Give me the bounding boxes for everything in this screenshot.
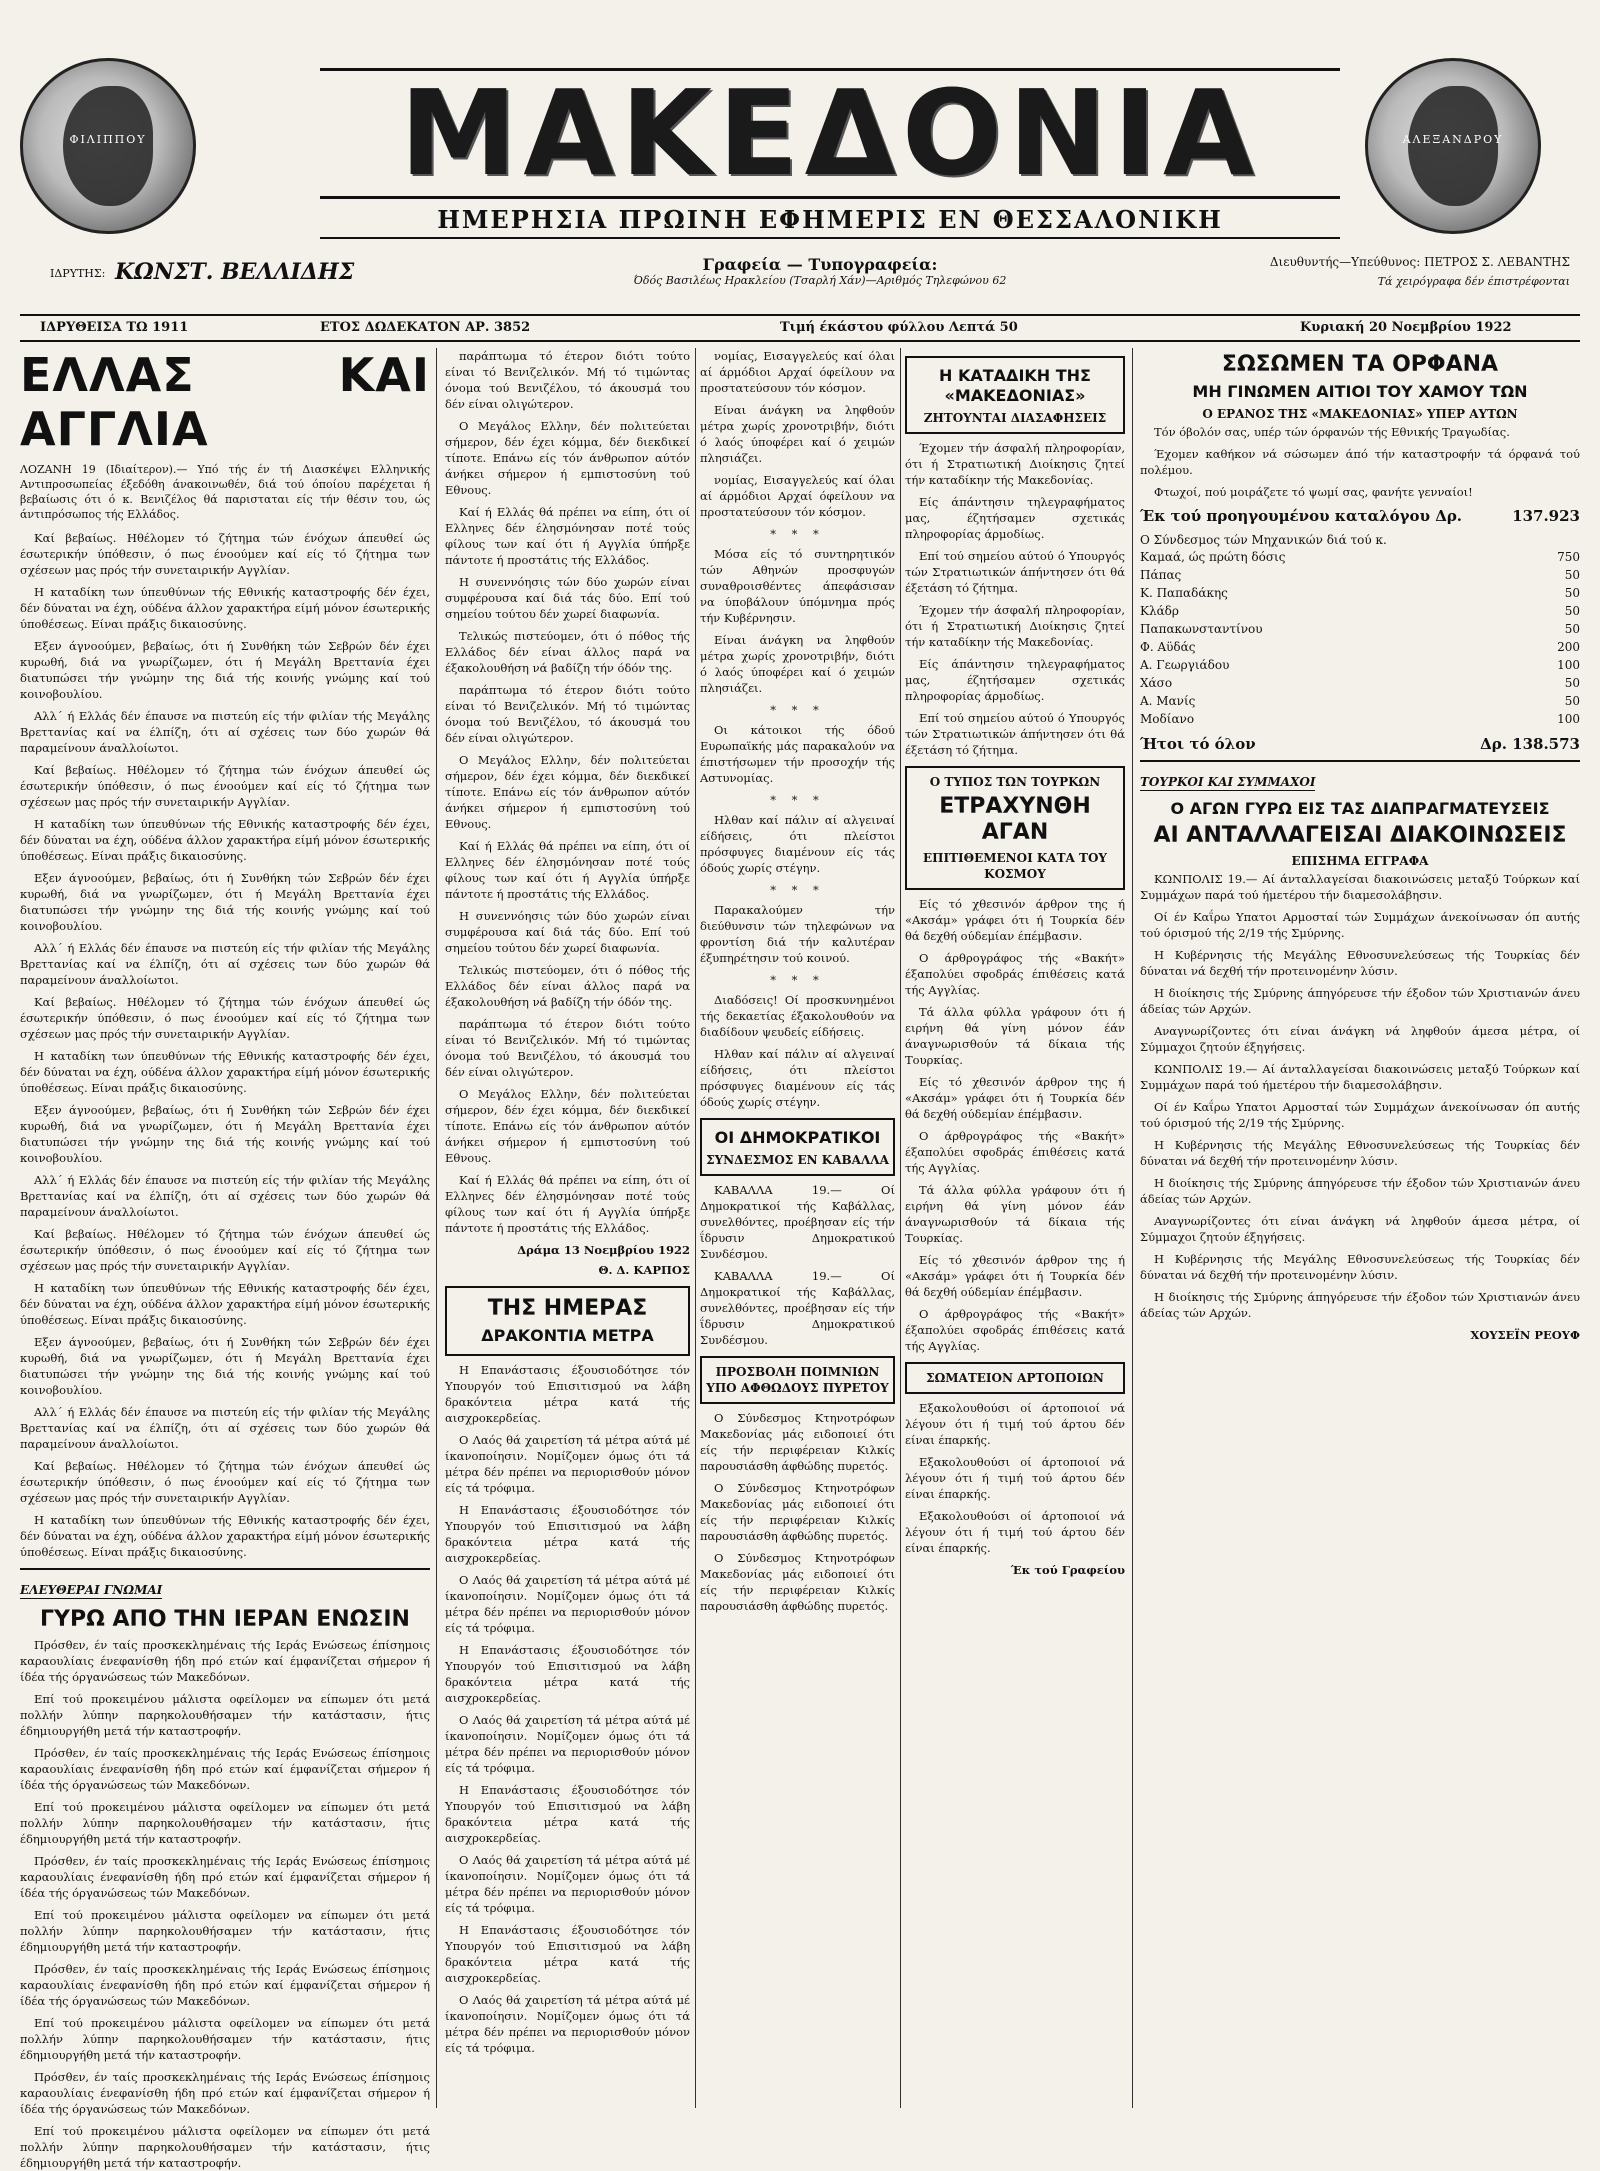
offices-address: Όδός Βασιλέως Ηρακλείου (Τσαρλή Χάν)—Αριθμός Τηλεφώνου 62 (633, 274, 1007, 287)
article-paragraph: Πρόσθεν, έν ταίς προσκεκλημέναις τής Ιεράς Ενώσεως έπίσημοις καραουλίαις ένεφανίσθη ήδη πρό ετών καί έμφανίζεται σήμερον ή ίδέα τής όργανώσεως τών Μακεδόνων. (20, 1962, 430, 2008)
donor-row (1140, 638, 1580, 656)
article-paragraph: Ο Λαός θά χαιρετίση τά μέτρα αύτά μέ ίκανοποίησιν. Νομίζομεν όμως ότι τά μέτρα δέν πρέπει να περιορισθούν μόνον είς τά τρόφιμα. (445, 1573, 690, 1635)
article-paragraph: παράπτωμα τό έτερον διότι τούτο είναι τό Βενιζελικόν. Μή τό τιμώντας όνομα τού Βενιζέλου, τό άκουσμά του δέν είναι ολιγώτερον. (445, 683, 690, 745)
article-paragraph: Καί βεβαίως. Ηθέλομεν τό ζήτημα τών ένόχων άπευθεί ώς έσωτερικήν ύπόθεσιν, ό πως ένοούμεν καί είς τό ζήτημα των σχέσεων μας πρός τήν συνεταιρικήν Αγγλίαν. (20, 995, 430, 1041)
article-lead: ΛΟΖΑΝΗ 19 (Ιδιαίτερον).— Υπό τής έν τή Διασκέψει Ελληνικής Αντιπροσωπείας έξεδόθη άνακοινωθέν, διά τού όποίου παρέχεται ή βεβαίωσις ότι ό κ. Βενιζέλος θά παρισταται είς τήν θέσιν του, ώς άντιπρόσωπος τής Ελλάδος. (20, 463, 430, 521)
donor-name: Καμαά, ώς πρώτη δόσις (1140, 550, 1286, 564)
article-paragraph: Καί ή Ελλάς θά πρέπει να είπη, ότι οί Ελληνες δέν έλησμόνησαν ποτέ τούς φίλους των καί ότι ή Αγγλία ύπήρξε πάντοτε ή προστάτις τής Ελλάδος. (445, 505, 690, 567)
donation-total (1140, 736, 1580, 752)
donor-name: Χάσο (1140, 676, 1173, 690)
article-paragraph: Ο Σύνδεσμος Κτηνοτρόφων Μακεδονίας μάς ειδοποιεί ότι είς τήν περιφέρειαν Κιλκίς παρουσιάσθη άφθώδης πυρετός. (700, 1481, 895, 1543)
article-paragraph: Ο Σύνδεσμος Κτηνοτρόφων Μακεδονίας μάς ειδοποιεί ότι είς τήν περιφέρειαν Κιλκίς παρουσιάσθη άφθώδης πυρετός. (700, 1411, 895, 1473)
offices-info (580, 255, 1060, 287)
donor-row (1140, 656, 1580, 674)
headline-orphans-2: ΜΗ ΓΙΝΩΜΕΝ ΑΙΤΙΟΙ ΤΟΥ ΧΑΜΟΥ ΤΩΝ (1192, 382, 1528, 401)
article-paragraph: Ο Μεγάλος Ελλην, δέν πολιτεύεται σήμερον, δέν έχει κόμμα, δέν διεκδικεί τίποτε. Επάνω είς τόν άνθρωπον αύτόν άνήκει σήμερον ή εμπιστοσύνη τού Εθνους. (445, 753, 690, 831)
newspaper-title: ΜΑΚΕΔΟΝΙΑ (399, 64, 1261, 202)
donation-note: Ο Σύνδεσμος τών Μηχανικών διά τού κ. (1140, 533, 1387, 547)
article-paragraph: ΚΑΒΑΛΛΑ 19.— Οί Δημοκρατικοί τής Καβάλλας, συνελθόντες, προέβησαν είς τήν ΐδρυσιν Δημοκρατικού Συνδέσμου. (700, 1183, 895, 1261)
donor-name: Κλάδρ (1140, 604, 1179, 618)
article-paragraph: Αλλ΄ ή Ελλάς δέν έπαυσε να πιστεύη είς τήν φιλίαν τής Μεγάλης Βρεττανίας καί να έλπίζη, ότι αί σχέσεις των δύο χωρών θά παραμείνουν άναλλοίωτοι. (20, 1173, 430, 1219)
director-name: Διευθυντής—Υπεύθυνος: ΠΕΤΡΟΣ Σ. ΛΕΒΑΝΤΗΣ (1269, 255, 1570, 269)
article-paragraph: Η Επανάστασις έξουσιοδότησε τόν Υπουργόν τού Επισιτισμού να λάβη δρακόντεια μέτρα κατά τής αισχροκερδείας. (445, 1923, 690, 1985)
article-paragraph: Αλλ΄ ή Ελλάς δέν έπαυσε να πιστεύη είς τήν φιλίαν τής Μεγάλης Βρεττανίας καί να έλπίζη, ότι αί σχέσεις των δύο χωρών θά παραμείνουν άναλλοίωτοι. (20, 1405, 430, 1451)
newspaper-subtitle: ΗΜΕΡΗΣΙΑ ΠΡΩΙΝΗ ΕΦΗΜΕΡΙΣ ΕΝ ΘΕΣΣΑΛΟΝΙΚΗ (320, 203, 1340, 239)
article-paragraph: παράπτωμα τό έτερον διότι τούτο είναι τό Βενιζελικόν. Μή τό τιμώντας όνομα τού Βενιζέλου, τό άκουσμά του δέν είναι ολιγώτερον. (445, 1017, 690, 1079)
subheadline-documents: ΕΠΙΣΗΜΑ ΕΓΓΡΑΦΑ (1291, 854, 1429, 868)
article-paragraph: Τόν όβολόν σας, υπέρ τών όρφανών τής Εθνικής Τραγωδίας. (1154, 425, 1510, 439)
donation-total-amount: Δρ. 138.573 (1480, 735, 1580, 753)
donor-amount: 50 (1564, 604, 1580, 618)
article-paragraph: Εξακολουθούσι οί άρτοποιοί νά λέγουν ότι ή τιμή τού άρτου δέν είναι έπαρκής. (905, 1509, 1125, 1555)
section-divider (1140, 760, 1580, 762)
donor-name: Α. Μανίς (1140, 694, 1196, 708)
donor-amount: 50 (1564, 676, 1580, 690)
article-paragraph: Εξεν άγνοούμεν, βεβαίως, ότι ή Συνθήκη τών Σεβρών δέν έχει κυρωθή, διά να γνωρίζωμεν, ότι ή Μεγάλη Βρεττανία έχει διατυπώσει τήν γνώμην της διά τής κοινής γνώμης καί τού κοινοβουλίου. (20, 1335, 430, 1397)
article-paragraph: Οί έν Καΐρω Υπατοι Αρμοσταί τών Συμμάχων άνεκοίνωσαν όπ αυτής τού όρισμού τής 2/19 τής Σμύρνης. (1140, 1100, 1580, 1130)
box-of-the-day (445, 1286, 690, 1356)
article-paragraph: Αναγνωρίζοντες ότι είναι άνάγκη νά ληφθούν άμεσα μέτρα, οί Σύμμαχοι ζητούν έξηγήσεις. (1140, 1024, 1580, 1054)
publication-info (20, 253, 1580, 308)
donation-previous (1140, 508, 1580, 524)
article-paragraph: Επί τού σημείου αύτού ό Υπουργός τών Στρατιωτικών άπήντησεν ότι θά έξετάση τό ζήτημα. (905, 549, 1125, 595)
separator-stars: * * * (770, 703, 825, 717)
article-paragraph: Ο Λαός θά χαιρετίση τά μέτρα αύτά μέ ίκανοποίησιν. Νομίζομεν όμως ότι τά μέτρα δέν πρέπει να περιορισθούν μόνον είς τά τρόφιμα. (445, 1993, 690, 2055)
donor-name: Φ. Αϋδάς (1140, 640, 1196, 654)
article-paragraph: Είς τό χθεσινόν άρθρον της ή «Ακσάμ» γράφει ότι ή Τουρκία δέν θά δεχθή ούδεμίαν έπέμβασιν. (905, 897, 1125, 943)
separator-stars: * * * (770, 973, 825, 987)
section-label: ΕΛΕΥΘΕΡΑΙ ΓΝΩΜΑΙ (20, 1583, 163, 1597)
column-1 (20, 348, 430, 2170)
article-paragraph: Η Κυβέρνησις τής Μεγάλης Εθνοσυνελεύσεως τής Τουρκίας δέν δύναται νά δεχθή τήν προτεινομένην λύσιν. (1140, 948, 1580, 978)
donor-row (1140, 602, 1580, 620)
article-paragraph: Ο Λαός θά χαιρετίση τά μέτρα αύτά μέ ίκανοποίησιν. Νομίζομεν όμως ότι τά μέτρα δέν πρέπει να περιορισθούν μόνον είς τά τρόφιμα. (445, 1433, 690, 1495)
article-paragraph: Καί ή Ελλάς θά πρέπει να είπη, ότι οί Ελληνες δέν έλησμόνησαν ποτέ τούς φίλους των καί ότι ή Αγγλία ύπήρξε πάντοτε ή προστάτις τής Ελλάδος. (445, 1173, 690, 1235)
author-signature: Θ. Δ. ΚΑΡΠΟΣ (598, 1263, 690, 1277)
portrait-profile-icon (63, 86, 153, 206)
article-paragraph: Τά άλλα φύλλα γράφουν ότι ή ειρήνη θά γίνη μόνον έάν άναγνωρισθούν τά δίκαια τής Τουρκίας. (905, 1005, 1125, 1067)
issue-number: ΕΤΟΣ ΔΩΔΕΚΑΤΟΝ ΑΡ. 3852 (320, 320, 531, 335)
donor-row (1140, 710, 1580, 728)
article-paragraph: ΚΑΒΑΛΛΑ 19.— Οί Δημοκρατικοί τής Καβάλλας, συνελθόντες, προέβησαν είς τήν ΐδρυσιν Δημοκρατικού Συνδέσμου. (700, 1269, 895, 1347)
article-paragraph: Εξακολουθούσι οί άρτοποιοί νά λέγουν ότι ή τιμή τού άρτου δέν είναι έπαρκής. (905, 1401, 1125, 1447)
article-paragraph: Είς τό χθεσινόν άρθρον της ή «Ακσάμ» γράφει ότι ή Τουρκία δέν θά δεχθή ούδεμίαν έπέμβασιν. (905, 1253, 1125, 1299)
article-paragraph: Είς άπάντησιν τηλεγραφήματος μας, έζητήσαμεν σχετικάς πληροφορίας άρμοδίως. (905, 657, 1125, 703)
box-democrats (700, 1118, 895, 1176)
coin-philip-emblem (20, 58, 196, 234)
box-livestock (700, 1356, 895, 1404)
article-paragraph: Επί τού προκειμένου μάλιστα οφείλομεν να είπωμεν ότι μετά πολλήν λύπην παρηκολουθήσαμεν τήν κατάστασιν, ήτις έδημιουργήθη μετά τήν καταστροφήν. (20, 2016, 430, 2062)
headline-orphans: ΣΩΣΩΜΕΝ ΤΑ ΟΡΦΑΝΑ (1221, 352, 1499, 377)
article-paragraph: Η διοίκησις τής Σμύρνης άπηγόρευσε τήν έξοδον τών Χριστιανών άνευ άδείας τών Αρχών. (1140, 986, 1580, 1016)
article-paragraph: Φτωχοί, πού μοιράζετε τό ψωμί σας, φανήτε γενναίοι! (1154, 485, 1473, 499)
article-paragraph: Ο άρθρογράφος τής «Βακήτ» έξαπολύει σφοδράς έπιθέσεις κατά τής Αγγλίας. (905, 951, 1125, 997)
column-rule (900, 348, 901, 2108)
donor-amount: 200 (1557, 640, 1580, 654)
donor-row (1140, 584, 1580, 602)
separator-stars: * * * (770, 883, 825, 897)
box-subtitle: ΔΡΑΚΟΝΤΙΑ ΜΕΤΡΑ (481, 1326, 654, 1345)
article-paragraph: Ο Μεγάλος Ελλην, δέν πολιτεύεται σήμερον, δέν έχει κόμμα, δέν διεκδικεί τίποτε. Επάνω είς τόν άνθρωπον αύτόν άνήκει σήμερον ή εμπιστοσύνη τού Εθνους. (445, 419, 690, 497)
article-paragraph: Ο Μεγάλος Ελλην, δέν πολιτεύεται σήμερον, δέν έχει κόμμα, δέν διεκδικεί τίποτε. Επάνω είς τόν άνθρωπον αύτόν άνήκει σήμερον ή εμπιστοσύνη τού Εθνους. (445, 1087, 690, 1165)
opinion-headline: ΓΥΡΩ ΑΠΟ ΤΗΝ ΙΕΡΑΝ ΕΝΩΣΙΝ (40, 1607, 410, 1632)
article-paragraph: Ο άρθρογράφος τής «Βακήτ» έξαπολύει σφοδράς έπιθέσεις κατά τής Αγγλίας. (905, 1129, 1125, 1175)
box-conviction (905, 356, 1125, 434)
article-paragraph: Πρόσθεν, έν ταίς προσκεκλημέναις τής Ιεράς Ενώσεως έπίσημοις καραουλίαις ένεφανίσθη ήδη πρό ετών καί έμφανίζεται σήμερον ή ίδέα τής όργανώσεως τών Μακεδόνων. (20, 1854, 430, 1900)
title-frame (320, 64, 1340, 202)
article-paragraph: Ηλθαν καί πάλιν αί αλγειναί είδήσεις, ότι πλείστοι πρόσφυγες διαμένουν είς τάς όδούς χωρίς στέγην. (700, 1047, 895, 1109)
article-paragraph: Επί τού προκειμένου μάλιστα οφείλομεν να είπωμεν ότι μετά πολλήν λύπην παρηκολουθήσαμεν τήν κατάστασιν, ήτις έδημιουργήθη μετά τήν καταστροφήν. (20, 1800, 430, 1846)
masthead (20, 18, 1580, 268)
article-paragraph: Ο άρθρογράφος τής «Βακήτ» έξαπολύει σφοδράς έπιθέσεις κατά τής Αγγλίας. (905, 1307, 1125, 1353)
box-subtitle-2: ΕΠΙΤΙΘΕΜΕΝΟΙ ΚΑΤΑ ΤΟΥ ΚΟΣΜΟΥ (923, 851, 1107, 881)
article-paragraph: Ηλθαν καί πάλιν αί αλγειναί είδήσεις, ότι πλείστοι πρόσφυγες διαμένουν είς τάς όδούς χωρίς στέγην. (700, 813, 895, 875)
donor-row (1140, 692, 1580, 710)
box-title: Ο ΤΥΠΟΣ ΤΩΝ ΤΟΥΡΚΩΝ (929, 775, 1101, 789)
donor-amount: 50 (1564, 694, 1580, 708)
headline-orphans-3: Ο ΕΡΑΝΟΣ ΤΗΣ «ΜΑΚΕΔΟΝΙΑΣ» ΥΠΕΡ ΑΥΤΩΝ (1202, 407, 1518, 421)
founder-name: ΚΩΝΣΤ. ΒΕΛΛΙΔΗΣ (115, 259, 355, 285)
headline-greece-england: ΕΛΛΑΣ ΚΑΙ ΑΓΓΛΙΑ (20, 348, 430, 456)
coin-legend: ΦΙΛΙΠΠΟΥ (69, 133, 147, 146)
author-signature: ΧΟΥΣΕΪΝ ΡΕΟΥΦ (1470, 1328, 1580, 1342)
headline-negotiations: Ο ΑΓΩΝ ΓΥΡΩ ΕΙΣ ΤΑΣ ΔΙΑΠΡΑΓΜΑΤΕΥΣΕΙΣ (1170, 799, 1550, 818)
separator-stars: * * * (770, 527, 825, 541)
article-paragraph: Η Επανάστασις έξουσιοδότησε τόν Υπουργόν τού Επισιτισμού να λάβη δρακόντεια μέτρα κατά τής αισχροκερδείας. (445, 1503, 690, 1565)
article-paragraph: Η συνεννόησις τών δύο χωρών είναι συμφέρουσα καί διά τάς δύο. Επί τού σημείου τούτου δέν χωρεί διαφωνία. (445, 909, 690, 955)
founded-year: ΙΔΡΥΘΕΙΣΑ ΤΩ 1911 (40, 320, 189, 335)
column-5 (1140, 348, 1580, 2108)
article-paragraph: Τελικώς πιστεύομεν, ότι ό πόθος τής Ελλάδος δέν είναι άλλος παρά να έξακολουθήση νά βαδίζη τήν όδόν της. (445, 629, 690, 675)
article-paragraph: Η καταδίκη των ύπευθύνων τής Εθνικής καταστροφής δέν έχει, δέν δύναται να έχη, ούδένα άλλον χαρακτήρα είμή μόνον έσωτερικής ύποθέσεως. Είναι πράξις δικαιοσύνης. (20, 817, 430, 863)
article-paragraph: Καί βεβαίως. Ηθέλομεν τό ζήτημα τών ένόχων άπευθεί ώς έσωτερικήν ύπόθεσιν, ό πως ένοούμεν καί είς τό ζήτημα των σχέσεων μας πρός τήν συνεταιρικήν Αγγλίαν. (20, 1227, 430, 1273)
offices-title: Γραφεία — Τυπογραφεία: (702, 255, 938, 274)
newspaper-page (20, 18, 1580, 2170)
article-paragraph: ΚΩΝΠΟΛΙΣ 19.— Αί άνταλλαγείσαι διακοινώσεις μεταξύ Τούρκων καί Συμμάχων παρά τού ήμετέρου τήν διαμεσολάβησιν. (1140, 1062, 1580, 1092)
article-paragraph: Έχομεν τήν άσφαλή πληροφορίαν, ότι ή Στρατιωτική Διοίκησις ζητεί τήν καταδίκην τής Μακεδονίας. (905, 603, 1125, 649)
issue-price: Τιμή έκάστου φύλλου Λεπτά 50 (780, 320, 1018, 335)
article-paragraph: Έχομεν τήν άσφαλή πληροφορίαν, ότι ή Στρατιωτική Διοίκησις ζητεί τήν καταδίκην τής Μακεδονίας. (905, 441, 1125, 487)
donor-amount: 50 (1564, 568, 1580, 582)
article-paragraph: Πρόσθεν, έν ταίς προσκεκλημέναις τής Ιεράς Ενώσεως έπίσημοις καραουλίαις ένεφανίσθη ήδη πρό ετών καί έμφανίζεται σήμερον ή ίδέα τής όργανώσεως τών Μακεδόνων. (20, 2070, 430, 2116)
article-paragraph: Πρόσθεν, έν ταίς προσκεκλημέναις τής Ιεράς Ενώσεως έπίσημοις καραουλίαις ένεφανίσθη ήδη πρό ετών καί έμφανίζεται σήμερον ή ίδέα τής όργανώσεως τών Μακεδόνων. (20, 1746, 430, 1792)
donor-amount: 50 (1564, 622, 1580, 636)
director-info (1130, 255, 1570, 288)
box-turkish-press (905, 766, 1125, 890)
box-subtitle: ΖΗΤΟΥΝΤΑΙ ΔΙΑΣΑΦΗΣΕΙΣ (923, 411, 1107, 425)
article-paragraph: Η Επανάστασις έξουσιοδότησε τόν Υπουργόν τού Επισιτισμού να λάβη δρακόντεια μέτρα κατά τής αισχροκερδείας. (445, 1783, 690, 1845)
article-paragraph: Οι κάτοικοι τής όδού Ευρωπαϊκής μάς παρακαλούν να έπιστήσωμεν τήν προσοχήν τής Αστυνομίας. (700, 723, 895, 785)
box-title: ΠΡΟΣΒΟΛΗ ΠΟΙΜΝΙΩΝ ΥΠΟ ΑΦΘΩΔΟΥΣ ΠΥΡΕΤΟΥ (706, 1365, 889, 1395)
article-source: Έκ τού Γραφείου (1010, 1563, 1125, 1577)
article-paragraph: Η καταδίκη των ύπευθύνων τής Εθνικής καταστροφής δέν έχει, δέν δύναται να έχη, ούδένα άλλον χαρακτήρα είμή μόνον έσωτερικής ύποθέσεως. Είναι πράξις δικαιοσύνης. (20, 585, 430, 631)
headline-communiques: ΑΙ ΑΝΤΑΛΛΑΓΕΙΣΑΙ ΔΙΑΚΟΙΝΩΣΕΙΣ (1153, 823, 1567, 848)
box-subtitle: ΕΤΡΑΧΥΝΘΗ ΑΓΑΝ (939, 794, 1091, 845)
article-paragraph: Οί έν Καΐρω Υπατοι Αρμοσταί τών Συμμάχων άνεκοίνωσαν όπ αυτής τού όρισμού τής 2/19 τής Σμύρνης. (1140, 910, 1580, 940)
article-paragraph: Είς τό χθεσινόν άρθρον της ή «Ακσάμ» γράφει ότι ή Τουρκία δέν θά δεχθή ούδεμίαν έπέμβασιν. (905, 1075, 1125, 1121)
article-paragraph: Παρακαλούμεν τήν διεύθυνσιν τών τηλεφώνων να φροντίση διά τήν καλυτέραν έξυπηρέτησιν τού κοινού. (700, 903, 895, 965)
column-rule (1132, 348, 1133, 2108)
dateline-place: Δράμα 13 Νοεμβρίου 1922 (517, 1243, 690, 1257)
article-paragraph: νομίας, Εισαγγελεύς καί όλαι αί άρμόδιοι Αρχαί όφείλουν να προστατεύσουν τόν κόσμον. (700, 473, 895, 519)
founder-label: ΙΔΡΥΤΗΣ: (50, 267, 106, 280)
donation-previous-label: Έκ τού προηγουμένου καταλόγου Δρ. (1140, 507, 1463, 525)
article-paragraph: Η καταδίκη των ύπευθύνων τής Εθνικής καταστροφής δέν έχει, δέν δύναται να έχη, ούδένα άλλον χαρακτήρα είμή μόνον έσωτερικής ύποθέσεως. Είναι πράξις δικαιοσύνης. (20, 1513, 430, 1559)
article-paragraph: Καί ή Ελλάς θά πρέπει να είπη, ότι οί Ελληνες δέν έλησμόνησαν ποτέ τούς φίλους των καί ότι ή Αγγλία ύπήρξε πάντοτε ή προστάτις τής Ελλάδος. (445, 839, 690, 901)
article-paragraph: παράπτωμα τό έτερον διότι τούτο είναι τό Βενιζελικόν. Μή τό τιμώντας όνομα τού Βενιζέλου, τό άκουσμά του δέν είναι ολιγώτερον. (445, 349, 690, 411)
article-paragraph: Μόσα είς τό συντηρητικόν τών Αθηνών προσφυγών συναθροισθέντες άπεφάσισαν να ύποβάλουν ύπόμνημα πρός τήν Κυβέρνησιν. (700, 547, 895, 625)
article-paragraph: Τελικώς πιστεύομεν, ότι ό πόθος τής Ελλάδος δέν είναι άλλος παρά να έξακολουθήση νά βαδίζη τήν όδόν της. (445, 963, 690, 1009)
box-title: ΤΗΣ ΗΜΕΡΑΣ (487, 1296, 648, 1321)
manuscripts-note: Τά χειρόγραφα δέν έπιστρέφονται (1377, 275, 1570, 288)
column-4 (905, 348, 1125, 2108)
article-paragraph: Η συνεννόησις τών δύο χωρών είναι συμφέρουσα καί διά τάς δύο. Επί τού σημείου τούτου δέν χωρεί διαφωνία. (445, 575, 690, 621)
donor-amount: 100 (1557, 712, 1580, 726)
article-paragraph: Εξεν άγνοούμεν, βεβαίως, ότι ή Συνθήκη τών Σεβρών δέν έχει κυρωθή, διά να γνωρίζωμεν, ότι ή Μεγάλη Βρεττανία έχει διατυπώσει τήν γνώμην της διά τής κοινής γνώμης καί τού κοινοβουλίου. (20, 1103, 430, 1165)
donor-amount: 100 (1557, 658, 1580, 672)
article-paragraph: Καί βεβαίως. Ηθέλομεν τό ζήτημα τών ένόχων άπευθεί ώς έσωτερικήν ύπόθεσιν, ό πως ένοούμεν καί είς τό ζήτημα των σχέσεων μας πρός τήν συνεταιρικήν Αγγλίαν. (20, 531, 430, 577)
article-paragraph: Είναι άνάγκη να ληφθούν μέτρα χωρίς χρονοτριβήν, διότι ό λαός ύποφέρει καί ό χειμών πλησιάζει. (700, 403, 895, 465)
article-paragraph: νομίας, Εισαγγελεύς καί όλαι αί άρμόδιοι Αρχαί όφείλουν να προστατεύσουν τόν κόσμον. (700, 349, 895, 395)
donor-row (1140, 548, 1580, 566)
article-paragraph: Αλλ΄ ή Ελλάς δέν έπαυσε να πιστεύη είς τήν φιλίαν τής Μεγάλης Βρεττανίας καί να έλπίζη, ότι αί σχέσεις των δύο χωρών θά παραμείνουν άναλλοίωτοι. (20, 709, 430, 755)
separator-stars: * * * (770, 793, 825, 807)
box-subtitle: ΣΥΝΔΕΣΜΟΣ ΕΝ ΚΑΒΑΛΛΑ (706, 1153, 889, 1167)
article-paragraph: Έχομεν καθήκον νά σώσωμεν άπό τήν καταστροφήν τά όρφανά τού πολέμου. (1140, 447, 1580, 477)
donor-list (1140, 548, 1580, 728)
article-paragraph: Διαδόσεις! Οί προσκυνημένοι τής δεκαετίας έξακολουθούν να διαδίδουν ψευδείς είδήσεις. (700, 993, 895, 1039)
article-paragraph: Επί τού προκειμένου μάλιστα οφείλομεν να είπωμεν ότι μετά πολλήν λύπην παρηκολουθήσαμεν τήν κατάστασιν, ήτις έδημιουργήθη μετά τήν καταστροφήν. (20, 1908, 430, 1954)
article-paragraph: Η καταδίκη των ύπευθύνων τής Εθνικής καταστροφής δέν έχει, δέν δύναται να έχη, ούδένα άλλον χαρακτήρα είμή μόνον έσωτερικής ύποθέσεως. Είναι πράξις δικαιοσύνης. (20, 1281, 430, 1327)
article-paragraph: Εξακολουθούσι οί άρτοποιοί νά λέγουν ότι ή τιμή τού άρτου δέν είναι έπαρκής. (905, 1455, 1125, 1501)
article-paragraph: Είς άπάντησιν τηλεγραφήματος μας, έζητήσαμεν σχετικάς πληροφορίας άρμοδίως. (905, 495, 1125, 541)
column-3 (700, 348, 895, 2108)
article-paragraph: Καί βεβαίως. Ηθέλομεν τό ζήτημα τών ένόχων άπευθεί ώς έσωτερικήν ύπόθεσιν, ό πως ένοούμεν καί είς τό ζήτημα των σχέσεων μας πρός τήν συνεταιρικήν Αγγλίαν. (20, 763, 430, 809)
article-paragraph: Επί τού προκειμένου μάλιστα οφείλομεν να είπωμεν ότι μετά πολλήν λύπην παρηκολουθήσαμεν τήν κατάστασιν, ήτις έδημιουργήθη μετά τήν καταστροφήν. (20, 2124, 430, 2170)
column-2 (445, 348, 690, 2108)
donor-name: Πάπας (1140, 568, 1182, 582)
article-paragraph: Ο Λαός θά χαιρετίση τά μέτρα αύτά μέ ίκανοποίησιν. Νομίζομεν όμως ότι τά μέτρα δέν πρέπει να περιορισθούν μόνον είς τά τρόφιμα. (445, 1713, 690, 1775)
article-paragraph: Καί βεβαίως. Ηθέλομεν τό ζήτημα τών ένόχων άπευθεί ώς έσωτερικήν ύπόθεσιν, ό πως ένοούμεν καί είς τό ζήτημα των σχέσεων μας πρός τήν συνεταιρικήν Αγγλίαν. (20, 1459, 430, 1505)
donor-amount: 50 (1564, 586, 1580, 600)
dateline (20, 314, 1580, 342)
box-bakers (905, 1362, 1125, 1394)
section-divider (20, 1568, 430, 1570)
article-paragraph: Τά άλλα φύλλα γράφουν ότι ή ειρήνη θά γίνη μόνον έάν άναγνωρισθούν τά δίκαια τής Τουρκίας. (905, 1183, 1125, 1245)
article-paragraph: Ο Σύνδεσμος Κτηνοτρόφων Μακεδονίας μάς ειδοποιεί ότι είς τήν περιφέρειαν Κιλκίς παρουσιάσθη άφθώδης πυρετός. (700, 1551, 895, 1613)
article-paragraph: Η Κυβέρνησις τής Μεγάλης Εθνοσυνελεύσεως τής Τουρκίας δέν δύναται νά δεχθή τήν προτεινομένην λύσιν. (1140, 1252, 1580, 1282)
article-paragraph: Αναγνωρίζοντες ότι είναι άνάγκη νά ληφθούν άμεσα μέτρα, οί Σύμμαχοι ζητούν έξηγήσεις. (1140, 1214, 1580, 1244)
donor-name: Α. Γεωργιάδου (1140, 658, 1230, 672)
box-title: ΣΩΜΑΤΕΙΟΝ ΑΡΤΟΠΟΙΩΝ (926, 1371, 1104, 1385)
donor-name: Μοδίανο (1140, 712, 1195, 726)
article-paragraph: Εξεν άγνοούμεν, βεβαίως, ότι ή Συνθήκη τών Σεβρών δέν έχει κυρωθή, διά να γνωρίζωμεν, ότι ή Μεγάλη Βρεττανία έχει διατυπώσει τήν γνώμην της διά τής κοινής γνώμης καί τού κοινοβουλίου. (20, 871, 430, 933)
donation-previous-amount: 137.923 (1512, 507, 1580, 525)
donor-name: Παπακωνσταντίνου (1140, 622, 1263, 636)
article-paragraph: Η διοίκησις τής Σμύρνης άπηγόρευσε τήν έξοδον τών Χριστιανών άνευ άδείας τών Αρχών. (1140, 1290, 1580, 1320)
article-paragraph: Είναι άνάγκη να ληφθούν μέτρα χωρίς χρονοτριβήν, διότι ό λαός ύποφέρει καί ό χειμών πλησιάζει. (700, 633, 895, 695)
article-paragraph: Η Κυβέρνησις τής Μεγάλης Εθνοσυνελεύσεως τής Τουρκίας δέν δύναται νά δεχθή τήν προτεινομένην λύσιν. (1140, 1138, 1580, 1168)
article-paragraph: Αλλ΄ ή Ελλάς δέν έπαυσε να πιστεύη είς τήν φιλίαν τής Μεγάλης Βρεττανίας καί να έλπίζη, ότι αί σχέσεις των δύο χωρών θά παραμείνουν άναλλοίωτοι. (20, 941, 430, 987)
coin-legend: ΑΛΕΞΑΝΔΡΟΥ (1402, 133, 1504, 146)
column-rule (695, 348, 696, 2108)
box-title: ΟΙ ΔΗΜΟΚΡΑΤΙΚΟΙ (714, 1128, 881, 1147)
article-paragraph: ΚΩΝΠΟΛΙΣ 19.— Αί άνταλλαγείσαι διακοινώσεις μεταξύ Τούρκων καί Συμμάχων παρά τού ήμετέρου τήν διαμεσολάβησιν. (1140, 872, 1580, 902)
donor-name: Κ. Παπαδάκης (1140, 586, 1228, 600)
donor-amount: 750 (1557, 550, 1580, 564)
coin-alexander-emblem (1365, 58, 1541, 234)
article-paragraph: Επί τού σημείου αύτού ό Υπουργός τών Στρατιωτικών άπήντησεν ότι θά έξετάση τό ζήτημα. (905, 711, 1125, 757)
donor-row (1140, 674, 1580, 692)
article-paragraph: Πρόσθεν, έν ταίς προσκεκλημέναις τής Ιεράς Ενώσεως έπίσημοις καραουλίαις ένεφανίσθη ήδη πρό ετών καί έμφανίζεται σήμερον ή ίδέα τής όργανώσεως τών Μακεδόνων. (20, 1638, 430, 1684)
column-rule (436, 348, 437, 2108)
article-paragraph: Η καταδίκη των ύπευθύνων τής Εθνικής καταστροφής δέν έχει, δέν δύναται να έχη, ούδένα άλλον χαρακτήρα είμή μόνον έσωτερικής ύποθέσεως. Είναι πράξις δικαιοσύνης. (20, 1049, 430, 1095)
section-label: ΤΟΥΡΚΟΙ ΚΑΙ ΣΥΜΜΑΧΟΙ (1140, 775, 1316, 789)
article-paragraph: Η Επανάστασις έξουσιοδότησε τόν Υπουργόν τού Επισιτισμού να λάβη δρακόντεια μέτρα κατά τής αισχροκερδείας. (445, 1363, 690, 1425)
box-title: Η ΚΑΤΑΔΙΚΗ ΤΗΣ «ΜΑΚΕΔΟΝΙΑΣ» (939, 366, 1091, 405)
article-paragraph: Εξεν άγνοούμεν, βεβαίως, ότι ή Συνθήκη τών Σεβρών δέν έχει κυρωθή, διά να γνωρίζωμεν, ότι ή Μεγάλη Βρεττανία έχει διατυπώσει τήν γνώμην της διά τής κοινής γνώμης καί τού κοινοβουλίου. (20, 639, 430, 701)
donation-total-label: Ήτοι τό όλον (1140, 735, 1256, 753)
issue-date: Κυριακή 20 Νοεμβρίου 1922 (1300, 320, 1512, 335)
article-paragraph: Η Επανάστασις έξουσιοδότησε τόν Υπουργόν τού Επισιτισμού να λάβη δρακόντεια μέτρα κατά τής αισχροκερδείας. (445, 1643, 690, 1705)
donor-row (1140, 620, 1580, 638)
article-paragraph: Ο Λαός θά χαιρετίση τά μέτρα αύτά μέ ίκανοποίησιν. Νομίζομεν όμως ότι τά μέτρα δέν πρέπει να περιορισθούν μόνον είς τά τρόφιμα. (445, 1853, 690, 1915)
portrait-profile-icon (1408, 86, 1498, 206)
article-paragraph: Επί τού προκειμένου μάλιστα οφείλομεν να είπωμεν ότι μετά πολλήν λύπην παρηκολουθήσαμεν τήν κατάστασιν, ήτις έδημιουργήθη μετά τήν καταστροφήν. (20, 1692, 430, 1738)
article-paragraph: Η διοίκησις τής Σμύρνης άπηγόρευσε τήν έξοδον τών Χριστιανών άνευ άδείας τών Αρχών. (1140, 1176, 1580, 1206)
donor-row (1140, 566, 1580, 584)
